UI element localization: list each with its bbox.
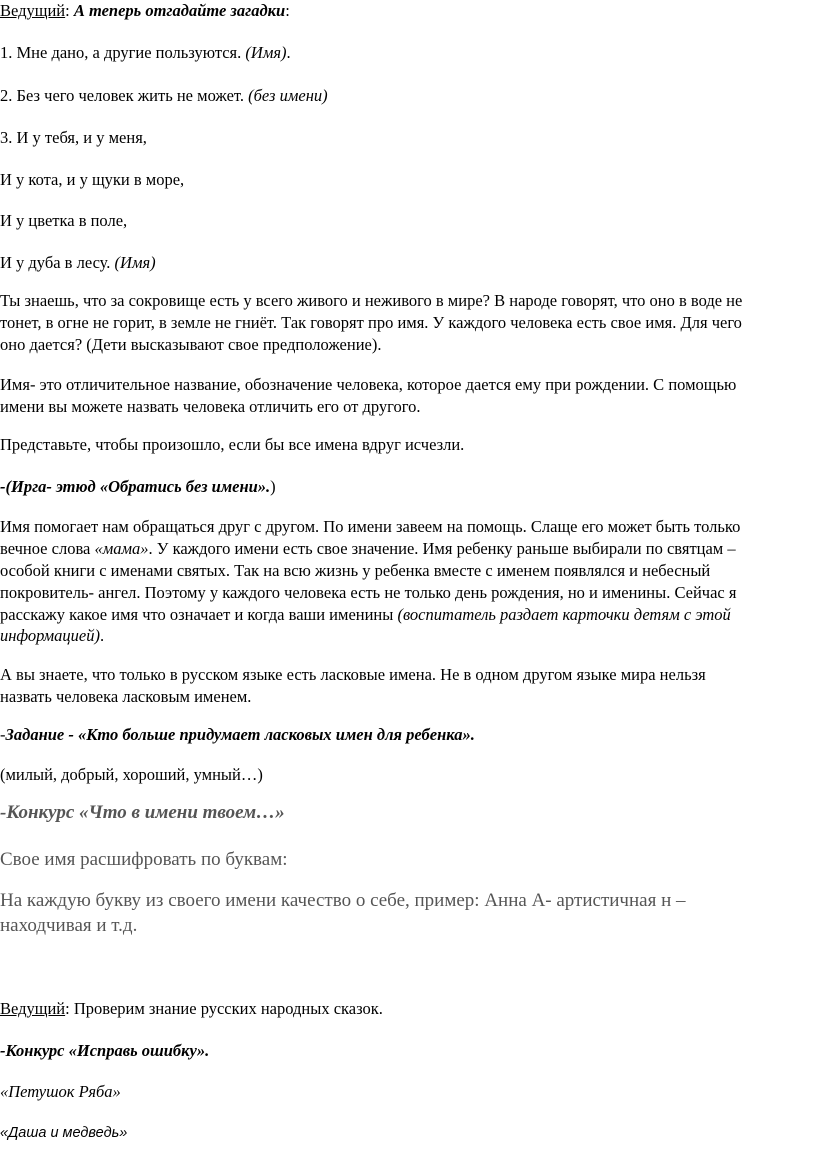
game-heading [0, 476, 276, 497]
riddle-1 [0, 42, 291, 63]
speaker-label: Ведущий [0, 1, 66, 20]
decode-example-line-2: находчивая и т.д. [0, 915, 138, 936]
paragraph-name-helps-line-3: особой книги с именами святых. Так на всю жизнь у ребенка вместе с именем появлялся и небесный [0, 561, 711, 580]
colon: : [285, 1, 290, 20]
dash: - [0, 725, 6, 744]
italic-note: (воспитатель раздает карточки детям с этой [397, 605, 731, 624]
decode-example-line-1: На каждую букву из своего имени качество о себе, пример: Анна А- артистичная н – [0, 890, 686, 911]
riddle-3-line-1: 3. И у тебя, и у меня, [0, 128, 147, 147]
decode-instruction: Свое имя расшифровать по буквам: [0, 849, 288, 870]
paragraph-name-helps-line-6 [0, 625, 104, 646]
riddle-2 [0, 85, 328, 106]
text-span: вечное слова [0, 539, 95, 558]
paragraph-name-helps-line-1: Имя помогает нам обращаться друг с другом. По имени завеем на помощь. Слаще его может быть только [0, 517, 741, 536]
riddle-text: 2. Без чего человек жить не может. [0, 86, 249, 105]
paragraph-affectionate-line-2: назвать человека ласковым именем. [0, 687, 252, 706]
italic-note: информацией) [0, 626, 100, 645]
riddle-3-line-3: И у цветка в поле, [0, 211, 128, 230]
contest-heading-name: -Конкурс «Что в имени твоем…» [0, 802, 285, 823]
text-span: . У каждого имени есть свое значение. Имя ребенку раньше выбирали по святцам – [148, 539, 736, 558]
game-title: -(Ирга- этюд «Обратись без имени». [0, 477, 271, 496]
task-heading [0, 724, 475, 745]
speaker-label: Ведущий [0, 999, 66, 1018]
paragraph-treasure-line-1: Ты знаешь, что за сокровище есть у всего живого и неживого в мире? В народе говорят, что оно в воде не [0, 291, 743, 310]
riddles-heading: А теперь отгадайте загадки [73, 1, 286, 20]
italic-word: «мама» [94, 539, 149, 558]
riddle-answer: (без имени) [248, 86, 328, 105]
period: . [286, 43, 291, 62]
paragraph-treasure-line-3: оно дается? (Дети высказывают свое предположение). [0, 335, 382, 354]
riddle-answer: (Имя) [114, 253, 156, 272]
paragraph-imagine: Представьте, чтобы произошло, если бы все имена вдруг исчезли. [0, 435, 465, 454]
tale-item-1: «Петушок Ряба» [0, 1082, 121, 1101]
paragraph-name-helps-line-5 [0, 604, 731, 625]
riddle-answer: (Имя) [245, 43, 287, 62]
contest-heading-fix-error: -Конкурс «Исправь ошибку». [0, 1041, 210, 1060]
paragraph-name-definition-line-2: имени вы можете назвать человека отличить его от другого. [0, 397, 421, 416]
paragraph-name-helps-line-4: покровитель- ангел. Поэтому у каждого человека есть не только день рождения, но и именины. Сейчас я [0, 583, 737, 602]
paragraph-affectionate-line-1: А вы знаете, что только в русском языке есть ласковые имена. Не в одном другом языке мира нельзя [0, 665, 706, 684]
closing-paren: ) [270, 477, 276, 496]
task-title: Задание - «Кто больше придумает ласковых имен для ребенка». [5, 725, 475, 744]
paragraph-treasure-line-2: тонет, в огне не горит, в земле не гниёт. Так говорят про имя. У каждого человека есть свое имя. Для чего [0, 313, 742, 332]
paragraph-name-definition-line-1: Имя- это отличительное название, обозначение человека, которое дается ему при рождении. С помощью [0, 375, 737, 394]
presenter-line-1 [0, 0, 290, 21]
text-span: расскажу какое имя что означает и когда ваши именины [0, 605, 398, 624]
presenter-text: : Проверим знание русских народных сказок. [65, 999, 383, 1018]
riddle-3-line-4 [0, 252, 156, 273]
colon: : [65, 1, 70, 20]
riddle-text: И у дуба в лесу. [0, 253, 115, 272]
riddle-text: 1. Мне дано, а другие пользуются. [0, 43, 246, 62]
period: . [99, 626, 105, 645]
examples-line: (милый, добрый, хороший, умный…) [0, 765, 263, 784]
riddle-3-line-2: И у кота, и у щуки в море, [0, 170, 185, 189]
tale-item-2: «Даша и медведь» [0, 1125, 128, 1141]
presenter-line-2 [0, 998, 383, 1019]
paragraph-name-helps-line-2 [0, 538, 736, 559]
